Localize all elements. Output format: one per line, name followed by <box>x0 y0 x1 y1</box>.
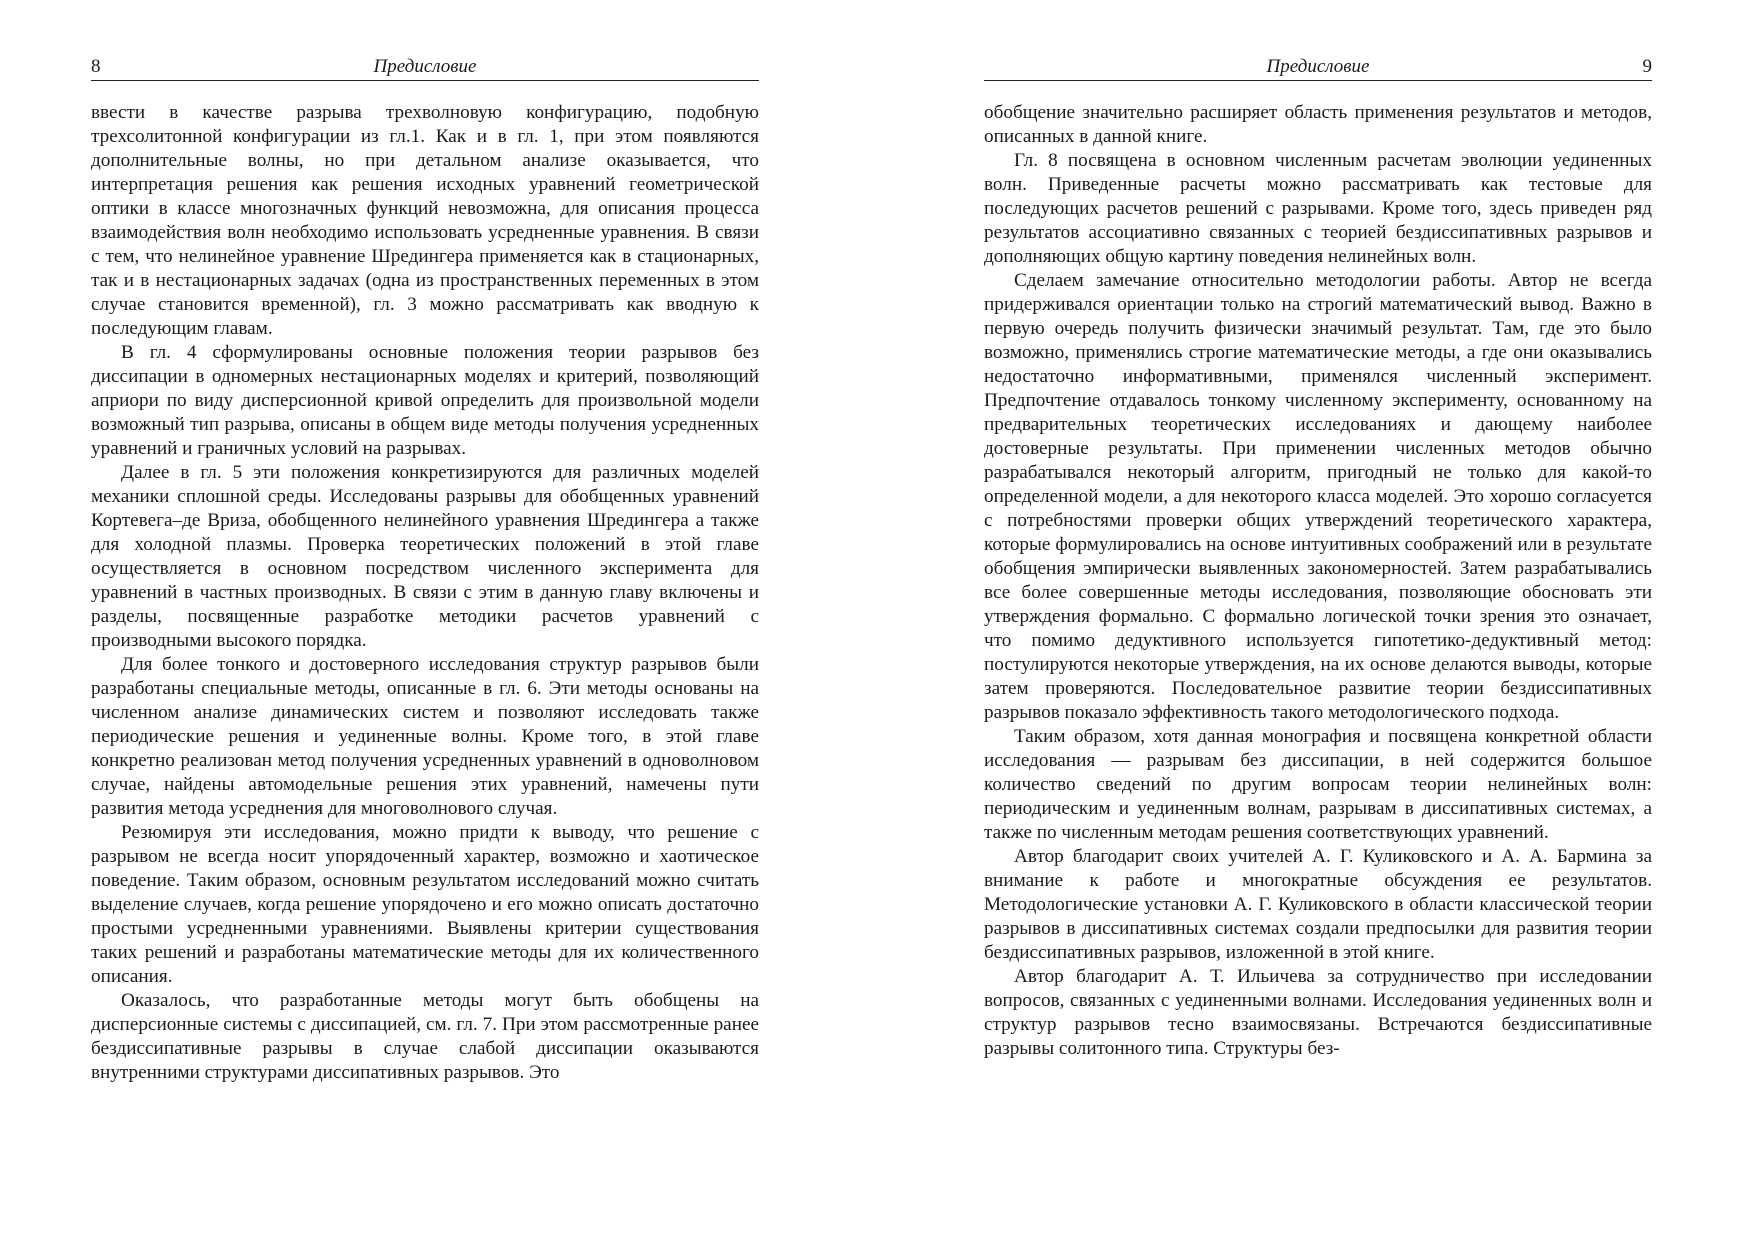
paragraph: Автор благодарит А. Т. Ильичева за сотрудничество при исследовании вопросов, связанных с уединенными волнами. Исследования уединенных волн и структур разрывов тесно взаимосвязаны. Встречаются бездиссипативные разрывы солитонного типа. Структуры без- <box>984 966 1652 1059</box>
left-running-title: Предисловие <box>373 56 477 77</box>
paragraph: Оказалось, что разработанные методы могут быть обобщены на дисперсионные системы с диссипацией, см. гл. 7. При этом рассмотренные ранее бездиссипативные разрывы в случае слабой диссипации оказываются внутренними структурами диссипативных разрывов. Это <box>91 990 759 1083</box>
right-page <box>984 50 1652 1061</box>
paragraph: Сделаем замечание относительно методологии работы. Автор не всегда придерживался ориентации только на строгий математический вывод. Важно в первую очередь получить физически значимый результат. Там, где это было возможно, применялись строгие математические методы, а где они оказывались недостаточно информативными, применялся численный эксперимент. Предпочтение отдавалось тонкому численному эксперименту, основанному на предварительных теоретических исследованиях и дающему наиболее достоверные результаты. При применении численных методов обычно разрабатывался некоторый алгоритм, пригодный не только для какой-то определенной модели, а для некоторого класса моделей. Это хорошо согласуется с потребностями проверки общих утверждений теоретического характера, которые формулировались на основе интуитивных соображений или в результате обобщения эмпирически выявленных закономерностей. Затем разрабатывались все более совершенные методы исследования, позволяющие обосновать эти утверждения формально. С формально логической точки зрения это означает, что помимо дедуктивного используется гипотетико-дедуктивный метод: постулируются некоторые утверждения, на их основе делаются выводы, которые затем проверяются. Последовательное развитие теории бездиссипативных разрывов показало эффективность такого методологического подхода. <box>984 270 1652 723</box>
left-page <box>91 50 759 1085</box>
paragraph: Резюмируя эти исследования, можно придти к выводу, что решение с разрывом не всегда носит упорядоченный характер, возможно и хаотическое поведение. Таким образом, основным результатом исследований можно считать выделение случаев, когда решение упорядочено и его можно описать достаточно простыми усредненными уравнениями. Выявлены критерии существования таких решений и разработаны математические методы для их количественного описания. <box>91 822 759 987</box>
right-page-number: 9 <box>1642 56 1652 77</box>
right-page-body <box>984 101 1652 1061</box>
paragraph: Гл. 8 посвящена в основном численным расчетам эволюции уединенных волн. Приведенные расчеты можно рассматривать как тестовые для последующих расчетов решений с разрывами. Кроме того, здесь приведен ряд результатов ассоциативно связанных с теорией бездиссипативных разрывов и дополняющих общую картину поведения нелинейных волн. <box>984 150 1652 267</box>
right-page-header <box>984 50 1652 81</box>
paragraph: ввести в качестве разрыва трехволновую конфигурацию, подобную трехсолитонной конфигурации из гл.1. Как и в гл. 1, при этом появляются дополнительные волны, но при детальном анализе оказывается, что интерпретация решения как решения исходных уравнений геометрической оптики в классе многозначных функций невозможна, для описания процесса взаимодействия волн необходимо использовать усредненные уравнения. В связи с тем, что нелинейное уравнение Шредингера применяется как в стационарных, так и в нестационарных задачах (одна из пространственных переменных в этом случае становится временной), гл. 3 можно рассматривать как вводную к последующим главам. <box>91 102 759 339</box>
paragraph: Для более тонкого и достоверного исследования структур разрывов были разработаны специальные методы, описанные в гл. 6. Эти методы основаны на численном анализе динамических систем и позволяют исследовать также периодические решения и уединенные волны. Кроме того, в этой главе конкретно реализован метод получения усредненных уравнений в одноволновом случае, найдены автомодельные решения этих уравнений, намечены пути развития метода усреднения для многоволнового случая. <box>91 654 759 819</box>
paragraph: Автор благодарит своих учителей А. Г. Куликовского и А. А. Бармина за внимание к работе и многократные обсуждения ее результатов. Методологические установки А. Г. Куликовского в области классической теории разрывов в диссипативных системах создали предпосылки для развития теории бездиссипативных разрывов, изложенной в этой книге. <box>984 846 1652 963</box>
paragraph: обобщение значительно расширяет область применения результатов и методов, описанных в данной книге. <box>984 102 1652 147</box>
left-page-number: 8 <box>91 56 101 77</box>
paragraph: Далее в гл. 5 эти положения конкретизируются для различных моделей механики сплошной среды. Исследованы разрывы для обобщенных уравнений Кортевега–де Вриза, обобщенного нелинейного уравнения Шредингера а также для холодной плазмы. Проверка теоретических положений в этой главе осуществляется в основном посредством численного эксперимента для уравнений в частных производных. В связи с этим в данную главу включены и разделы, посвященные разработке методики расчетов уравнений с производными высокого порядка. <box>91 462 759 651</box>
right-running-title: Предисловие <box>1266 56 1370 77</box>
paragraph: В гл. 4 сформулированы основные положения теории разрывов без диссипации в одномерных нестационарных моделях и критерий, позволяющий априори по виду дисперсионной кривой определить для произвольной модели возможный тип разрыва, описаны в общем виде методы получения усредненных уравнений и граничных условий на разрывах. <box>91 342 759 459</box>
left-page-body <box>91 101 759 1085</box>
paragraph: Таким образом, хотя данная монография и посвящена конкретной области исследования — разрывам без диссипации, в ней содержится большое количество сведений по другим вопросам теории нелинейных волн: периодическим и уединенным волнам, разрывам в диссипативных системах, а также по численным методам решения соответствующих уравнений. <box>984 726 1652 843</box>
left-page-header <box>91 50 759 81</box>
